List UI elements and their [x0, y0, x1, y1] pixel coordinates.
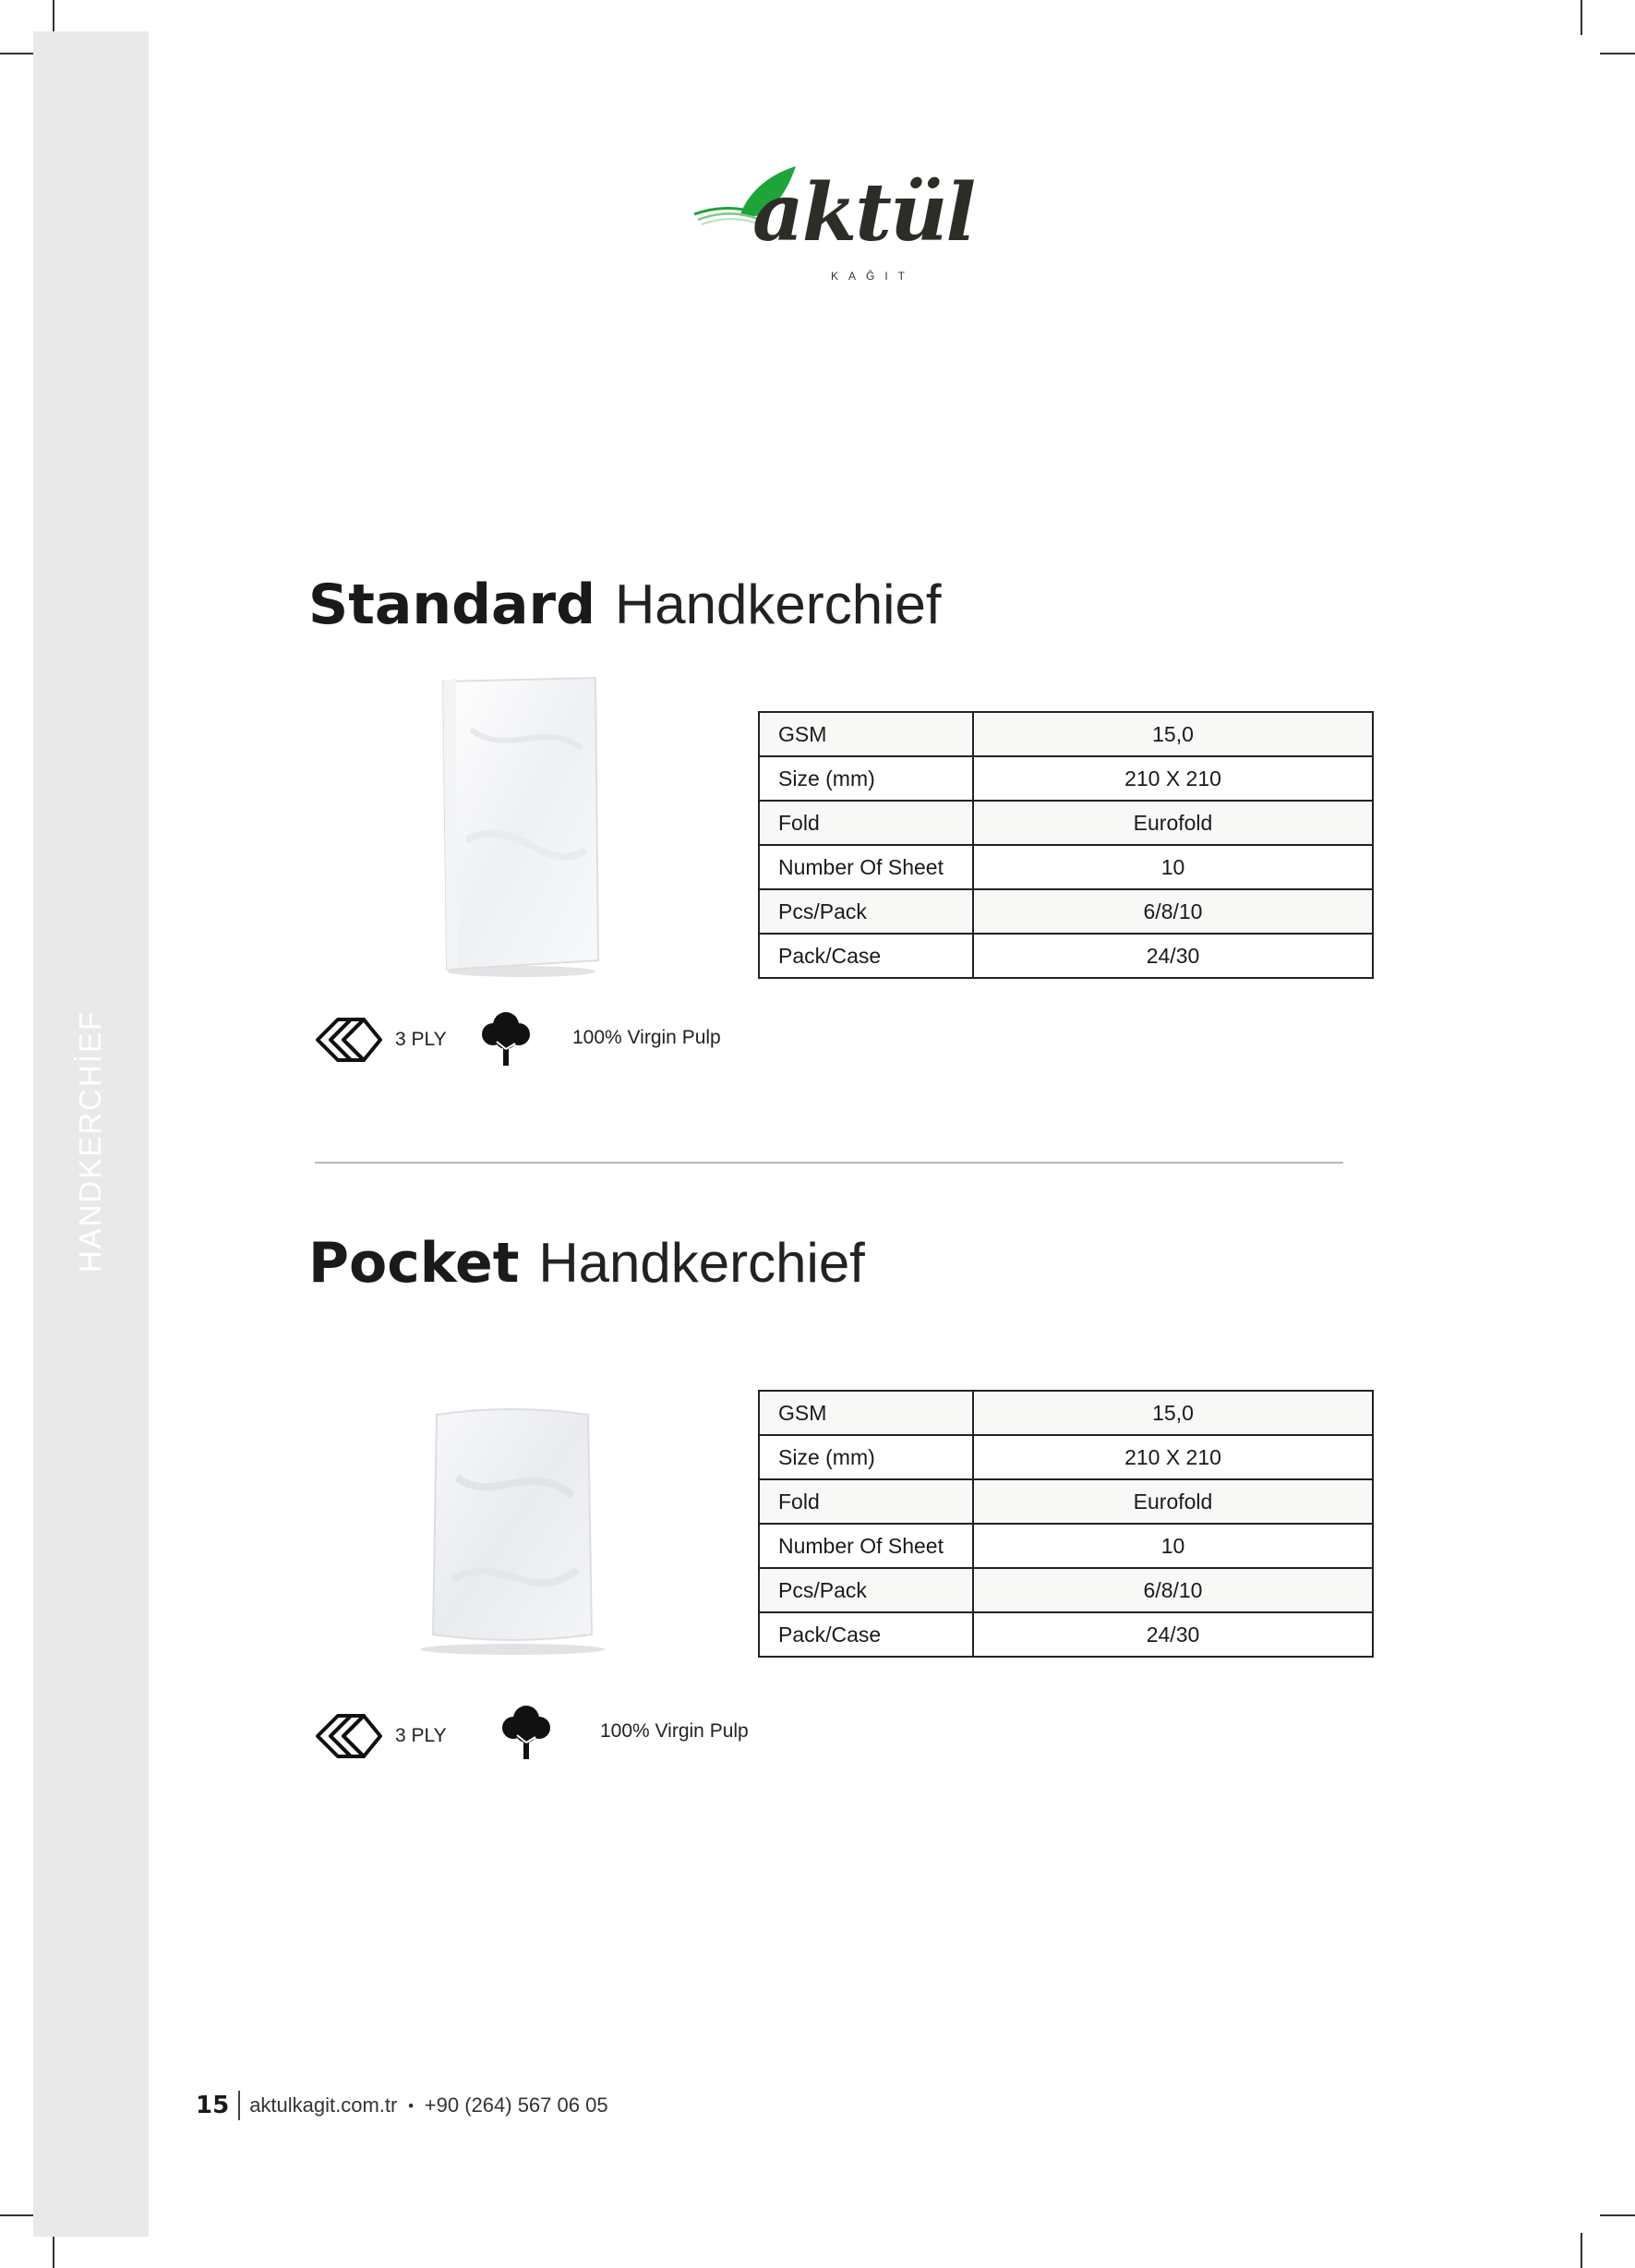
- crop-mark: [1581, 0, 1582, 35]
- crop-mark: [1600, 2214, 1635, 2216]
- table-row: [759, 845, 1373, 889]
- table-row: [759, 934, 1373, 978]
- spec-value: 210 X 210: [973, 1435, 1373, 1479]
- crop-mark: [1600, 53, 1635, 54]
- table-row: [759, 801, 1373, 845]
- section-title-standard: [308, 573, 942, 637]
- spec-value: 15,0: [973, 712, 1373, 756]
- badge-pulp-label: 100% Virgin Pulp: [572, 1027, 721, 1048]
- brand-sub: KAĞIT: [831, 270, 916, 283]
- crop-mark: [53, 0, 54, 35]
- spec-label: Pack/Case: [759, 1612, 973, 1657]
- footer-separator-line: [238, 2091, 240, 2120]
- footer-website: aktulkagit.com.tr: [249, 2093, 398, 2117]
- page-number: 15: [196, 2092, 230, 2119]
- badge-ply: [314, 1710, 447, 1762]
- table-row: [759, 712, 1373, 756]
- spec-table-standard: [758, 711, 1374, 979]
- badge-pulp: [480, 1008, 721, 1068]
- brand-name: aktül: [752, 166, 975, 259]
- section-divider: [315, 1162, 1343, 1164]
- spec-label: Number Of Sheet: [759, 845, 973, 889]
- spec-label: Pcs/Pack: [759, 1568, 973, 1612]
- badge-pulp: [500, 1702, 749, 1761]
- spec-value: 10: [973, 1524, 1373, 1568]
- table-row: [759, 1435, 1373, 1479]
- tree-icon: [500, 1702, 552, 1761]
- title-light: Handkerchief: [614, 573, 942, 635]
- crop-mark: [1581, 2233, 1582, 2268]
- footer-dot: •: [406, 2096, 415, 2115]
- spec-value: 15,0: [973, 1391, 1373, 1435]
- page-footer: [196, 2091, 608, 2120]
- spec-value: 24/30: [973, 1612, 1373, 1657]
- spec-label: Fold: [759, 1479, 973, 1524]
- layers-icon: [314, 1014, 386, 1066]
- badge-ply-label: 3 PLY: [395, 1029, 447, 1050]
- spec-label: Size (mm): [759, 756, 973, 801]
- spec-label: Pack/Case: [759, 934, 973, 978]
- table-row: [759, 889, 1373, 934]
- spec-value: Eurofold: [973, 1479, 1373, 1524]
- crop-mark: [53, 2233, 54, 2268]
- spec-value: 6/8/10: [973, 1568, 1373, 1612]
- spec-value: 10: [973, 845, 1373, 889]
- badge-pulp-label: 100% Virgin Pulp: [600, 1720, 749, 1742]
- title-bold: Pocket: [308, 1231, 520, 1296]
- title-bold: Standard: [308, 573, 596, 637]
- brand-logo: [692, 166, 975, 286]
- spec-label: Fold: [759, 801, 973, 845]
- table-row: [759, 1479, 1373, 1524]
- spec-table-pocket: [758, 1390, 1374, 1658]
- crop-mark: [0, 2214, 35, 2216]
- spec-label: Size (mm): [759, 1435, 973, 1479]
- table-row: [759, 756, 1373, 801]
- footer-phone: +90 (264) 567 06 05: [424, 2093, 608, 2117]
- tree-icon: [480, 1008, 532, 1068]
- sidebar-label: [33, 1003, 149, 1280]
- spec-value: 24/30: [973, 934, 1373, 978]
- layers-icon: [314, 1710, 386, 1762]
- spec-label: Number Of Sheet: [759, 1524, 973, 1568]
- badge-ply-label: 3 PLY: [395, 1725, 447, 1746]
- title-light: Handkerchief: [538, 1232, 865, 1294]
- badge-ply: [314, 1014, 447, 1066]
- product-image-standard: [434, 674, 609, 979]
- spec-value: Eurofold: [973, 801, 1373, 845]
- table-row: [759, 1568, 1373, 1612]
- spec-value: 6/8/10: [973, 889, 1373, 934]
- sidebar-label-text: HANDKERCHİEF: [73, 1009, 108, 1273]
- spec-label: GSM: [759, 712, 973, 756]
- table-row: [759, 1391, 1373, 1435]
- spec-value: 210 X 210: [973, 756, 1373, 801]
- table-row: [759, 1524, 1373, 1568]
- table-row: [759, 1612, 1373, 1657]
- section-title-pocket: [308, 1231, 865, 1296]
- crop-mark: [0, 53, 35, 54]
- product-image-pocket: [411, 1404, 614, 1658]
- spec-label: GSM: [759, 1391, 973, 1435]
- spec-label: Pcs/Pack: [759, 889, 973, 934]
